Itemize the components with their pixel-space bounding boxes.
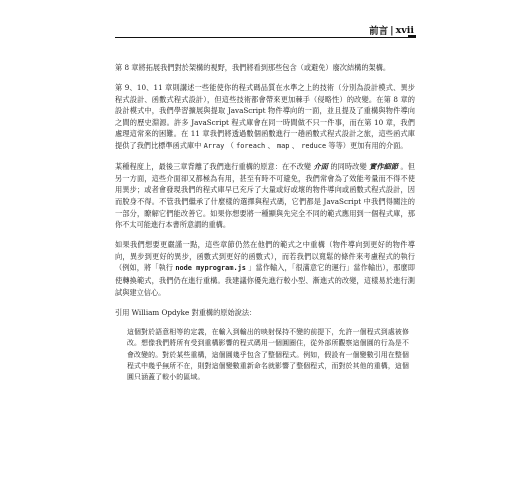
paragraph-3-text-1: 某種程度上，最後三章背離了我們進行重構的原意：在不改變 — [115, 162, 312, 172]
paragraph-3 — [115, 161, 415, 231]
paragraph-3-text-3: 。但另一方面，這些介面卻又都極為有用，甚至有時不可避免，我們常會為了效能考量而不得不使用異步；或者會發現我們的程式庫早已充斥了大量或好或壞的物件導向或函數式程式設計，因而脫身不得。不管我們繼承了什麼樣的選擇與程式碼，它們都是 JavaScript 中我們得關注的一部分，瞭解它們能改善它。如果你想要將一種顯與先完全不同的範式應用到一個程式庫，那你不太可能進行本書所意謂的重構。 — [115, 162, 415, 230]
paragraph-4-text-1: 如果我們想要更嚴謹一點，這些章節仍然在他們的範式之中重構（物件導向到更好的物件導向，異步到更好的異步，函數式到更好的函數式），而若我們以寬鬆的條件來考慮程式的執行（例如，將「執行 — [115, 240, 415, 273]
paragraph-2-text-3: 、 — [267, 141, 275, 151]
paragraph-2-text-1: 第 9、10、11 章則講述一些能使你的程式碼品質在水準之上的技術（分別為設計模式、異步程式設計、函數式程式設計），但這些技術都會帶來更加棘手（侵略性）的改變。在第 8 章的設計模式中，我們學習擴展與提取 JavaScript 物件導向的一面，並且提及了重構與物件導向之間的歷史淵源。許多 JavaScript 程式庫會在同一時間做不只一件事，而在第 10 章，我們處理這常來的困難。在 11 章我們將透過數個函數進行一趟函數式程式設計之旅，這些函式庫提供了我們比標準函式庫中 — [115, 83, 415, 151]
header-rule — [115, 37, 413, 38]
header-separator: | — [390, 24, 394, 36]
paragraph-2-text-2: （ — [226, 141, 234, 151]
code-map: map — [276, 142, 290, 151]
paragraph-3-text-2: 的同時改變 — [330, 162, 367, 172]
paragraph-2-text-5: 等等）更加有用的介面。 — [328, 141, 408, 151]
code-array: Array — [203, 142, 225, 151]
header-page-number: xvii — [395, 24, 414, 36]
block-quote: 這個對於語意相等的定義，在輸入到輸出的映射保持不變的前提下，允許一個程式到處被修改。想像我們將所有受到重構影響的程式碼用一個圓圈住，從外部所觀察這個圓的行為是不會改變的。對於某些重構，這個圓幾乎包含了整個程式。例如，假設有一個變數引用在整個程式中幾乎無所不在，則對這個變數重新命名就影響了整個程式，而對於其他的重構，這個圓只涵蓋了較小的區域。 — [127, 327, 409, 382]
paragraph-2-text-4: 、 — [291, 141, 299, 151]
paragraph-4-text-2: 」當作輸入，「很滿意它的運行」當作輸出），那麼即使轉換範式，我們仍在進行重構。我建議你優先進行較小型、漸進式的改變，這樣易於進行測試與建立信心。 — [115, 263, 415, 297]
emphasis-implementation: 實作細節 — [369, 162, 399, 172]
header-mark — [408, 35, 416, 38]
code-foreach: foreach — [236, 142, 266, 151]
paragraph-1: 第 8 章將拓展我們對於架構的視野，我們將看到那些包含（或避免）廢次結構的架構。 — [115, 63, 391, 72]
code-reduce: reduce — [301, 142, 327, 151]
code-node-command: node myprogram.js — [175, 264, 246, 273]
paragraph-5: 引用 William Opdyke 對重構的原始說法： — [115, 307, 257, 317]
header-section: 前言 — [369, 26, 389, 37]
paragraph-2 — [115, 82, 415, 153]
emphasis-interface: 介面 — [313, 162, 329, 172]
page-body — [115, 62, 415, 384]
paragraph-4 — [115, 239, 415, 298]
